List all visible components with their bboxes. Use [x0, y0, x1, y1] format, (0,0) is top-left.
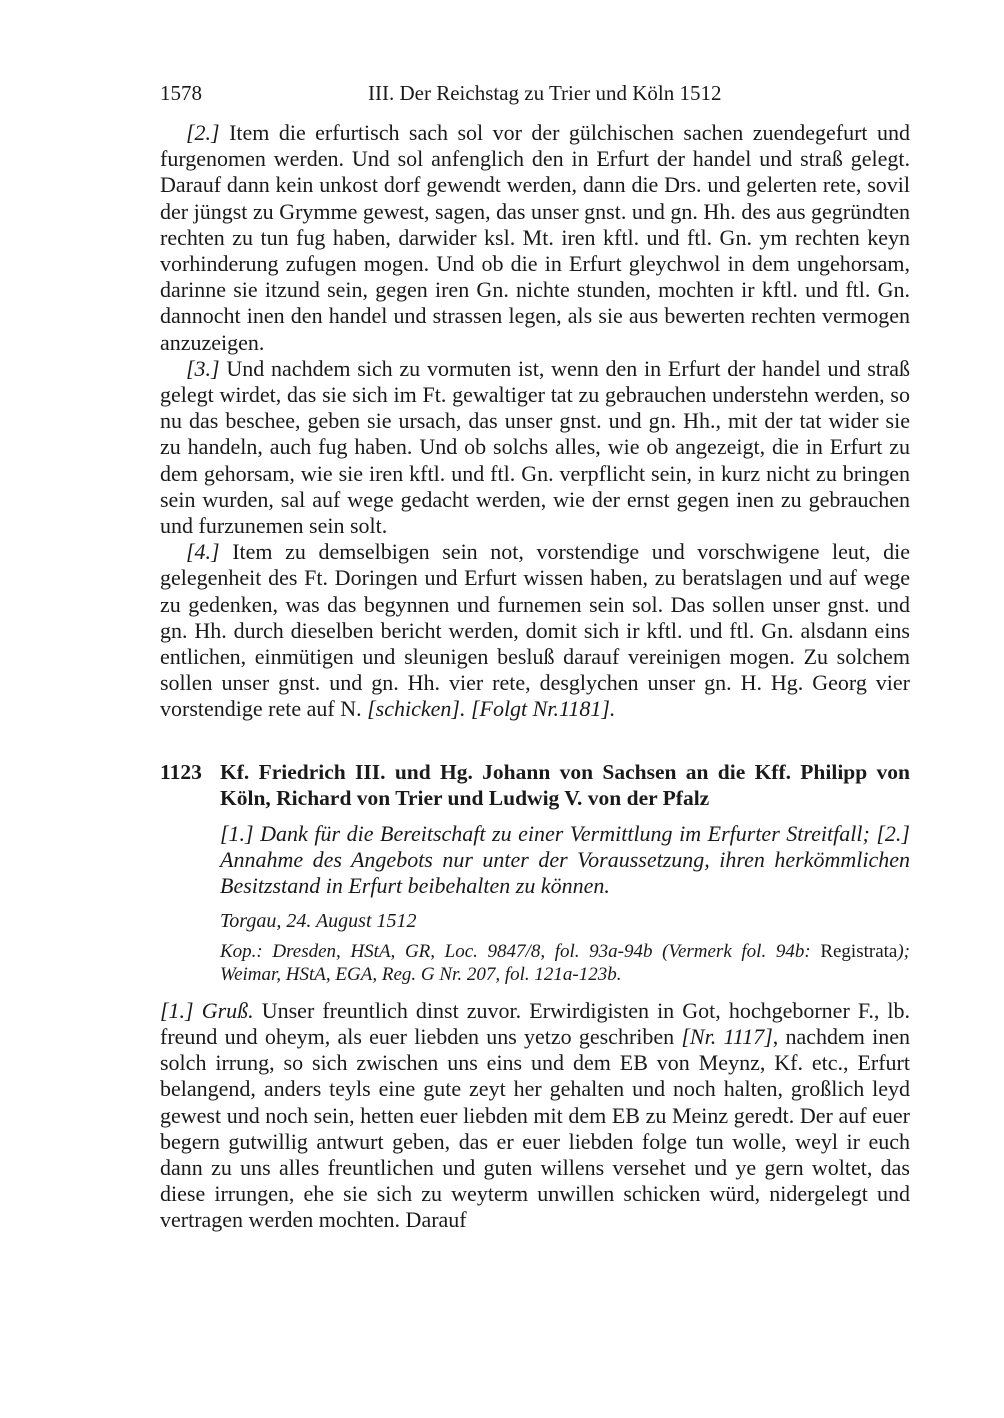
- paragraph-text: Item die erfurtisch sach sol vor der gülchischen sachen zuendegefurt und furgenomen werden. Und sol anfenglich den in Erfurt der handel und straß gelegt. Darauf dann kein unkost dorf gewendt werden, dann die Drs. und gelerten rete, sovil der jüngst zu Grymme gewest, sagen, das unser gnst. und gn. Hh. des aus gegründten rechten zu tun fug haben, darwider ksl. Mt. iren kftl. und ftl. Gn. ym rechten keyn vorhinderung zufugen mogen. Und ob die in Erfurt gleychwol in dem ungehorsam, darinne sie itzund sein, gegen iren Gn. nichte stunden, mochten ir kftl. und ftl. Gn. dannocht inen den handel und strassen legen, als sie aus bewerten rechten vermogen anzuzeigen.: [160, 120, 910, 355]
- document-sources: [220, 940, 910, 986]
- editorial-note: [schicken]. [Folgt Nr.1181].: [367, 696, 616, 722]
- paragraph-text: Item zu demselbigen sein not, vorstendige und vorschwigene leut, die gelegenheit des Ft. Doringen und Erfurt wissen haben, zu beratslagen und auf wege zu gedenken, was das begynnen und furnemen sein sol. Das sollen unser gnst. und gn. Hh. durch dieselben bericht werden, domit sich ir kftl. und ftl. Gn. alsdann eins entlichen, einmütigen und sleunigen besluß darauf vereinigen mogen. Zu solchem sollen unser gnst. und gn. Hh. vier rete, desglychen unser gn. H. Hg. Georg vier vorstendige rete auf N.: [160, 539, 910, 722]
- letter-text: Unser freuntlich dinst zuvor. Erwirdigisten in Got, hochgeborner F., lb. freund und oheym, als euer liebden uns yetzo geschriben: [160, 997, 911, 1049]
- paragraph-marker: [4.]: [186, 539, 220, 565]
- letter-text: , nachdem inen solch irrung, so sich zwischen uns eins und dem EB von Meynz, Kf. etc., Erfurt belangend, anders teyls eine gute zeyt her gehalten und noch halten, großlich leyd gewest und noch sein, hetten euer liebden mit dem EB zu Meinz geredt. Der auf euer begern gutwillig antwurt geben, das er euer liebden folge tun wolle, weyl ir euch dann zu uns alles freuntlichen und guten willens versehet und ye gern woltet, das diese irrungen, ehe sie sich zu weyterm unwillen schicken würd, nidergelegt und vertragen werden mochten. Darauf: [160, 1023, 910, 1233]
- sources-text: Kop.: Dresden, HStA, GR, Loc. 9847/8, fol. 93a-94b (Vermerk fol. 94b:: [220, 940, 821, 962]
- paragraph-2: [160, 120, 910, 356]
- paragraph-3: [160, 356, 910, 539]
- paragraph-text: Und nachdem sich zu vormuten ist, wenn den in Erfurt der handel und straß gelegt wirdet, das sie sich im Ft. gewaltiger tat zu gebrauchen understehn werden, so nu das beschee, geben sie ursach, das unser gnst. und gn. Hh., mit der tat wider sie zu handeln, auch fug haben. Und ob solchs alles, wie ob angezeigt, die in Erfurt zu dem gehorsam, wie sie iren kftl. und ftl. Gn. verpflicht sein, in kurz nicht zu bringen sein wurden, sal auf wege gedacht werden, wie der ernst gegen inen zu gebrauchen und furzunemen sein solt.: [160, 355, 910, 539]
- letter-body: [160, 998, 910, 1234]
- sources-note: Registrata: [820, 940, 898, 962]
- paragraph-marker: [1.] Gruß.: [160, 997, 254, 1023]
- paragraph-marker: [2.]: [186, 120, 220, 145]
- page-number: 1578: [160, 81, 202, 105]
- cross-reference: [Nr. 1117]: [681, 1023, 773, 1049]
- paragraph-marker: [3.]: [186, 355, 220, 381]
- document-heading: [160, 759, 910, 811]
- paragraph-4: [160, 539, 910, 722]
- page: [160, 78, 910, 1234]
- document-number: 1123: [160, 759, 202, 784]
- document-regest: [1.] Dank für die Bereitschaft zu einer Vermittlung im Erfurter Streitfall; [2.] Annahme des Angebots nur unter der Voraussetzung, ihren herkömmlichen Besitzstand in Erfurt beibehalten zu können.: [220, 821, 910, 899]
- document-date: Torgau, 24. August 1512: [220, 909, 417, 932]
- running-title: III. Der Reichstag zu Trier und Köln 1512: [368, 81, 722, 105]
- sources-text: ); Weimar, HStA, EGA, Reg. G Nr. 207, fol. 121a-123b.: [220, 940, 910, 985]
- document-title: Kf. Friedrich III. und Hg. Johann von Sachsen an die Kff. Philipp von Köln, Richard von Trier und Ludwig V. von der Pfalz: [220, 759, 910, 810]
- running-head: [160, 78, 910, 108]
